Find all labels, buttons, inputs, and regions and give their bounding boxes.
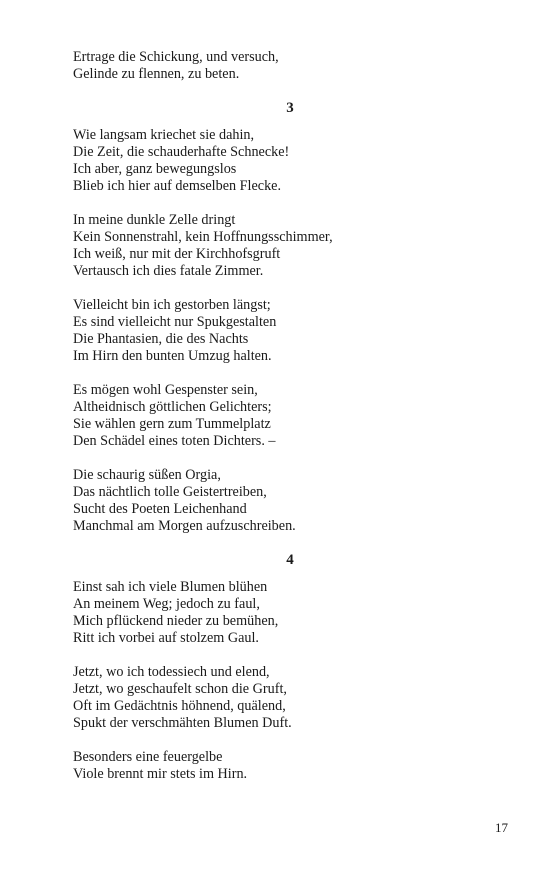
stanza bbox=[73, 579, 513, 647]
verse-line: Blieb ich hier auf demselben Flecke. bbox=[73, 178, 282, 194]
verse-line: Vertausch ich dies fatale Zimmer. bbox=[73, 263, 264, 279]
verse-line: Ritt ich vorbei auf stolzem Gaul. bbox=[73, 630, 259, 646]
verse-line: Ich aber, ganz bewegungslos bbox=[73, 161, 237, 177]
page-number: 17 bbox=[495, 820, 508, 835]
verse-line: Kein Sonnenstrahl, kein Hoffnungsschimmer, bbox=[73, 229, 333, 245]
verse-line: Jetzt, wo geschaufelt schon die Gruft, bbox=[73, 681, 287, 697]
verse-line: Manchmal am Morgen aufzuschreiben. bbox=[73, 518, 296, 534]
verse-line: Ich weiß, nur mit der Kirchhofsgruft bbox=[73, 246, 281, 262]
verse-line: Die schaurig süßen Orgia, bbox=[73, 467, 221, 483]
verse-line: Wie langsam kriechet sie dahin, bbox=[73, 127, 255, 143]
verse-line: Ertrage die Schickung, und versuch, bbox=[73, 49, 279, 65]
verse-line: Altheidnisch göttlichen Gelichters; bbox=[73, 399, 272, 415]
verse-line: Oft im Gedächtnis höhnend, quälend, bbox=[73, 698, 286, 714]
section-number: 3 bbox=[286, 100, 294, 116]
verse-line: Es sind vielleicht nur Spukgestalten bbox=[73, 314, 277, 330]
verse-line: Die Zeit, die schauderhafte Schnecke! bbox=[73, 144, 290, 160]
verse-line: In meine dunkle Zelle dringt bbox=[73, 212, 236, 228]
verse-line: Vielleicht bin ich gestorben längst; bbox=[73, 297, 271, 313]
verse-line: Jetzt, wo ich todessiech und elend, bbox=[73, 664, 270, 680]
verse-line: An meinem Weg; jedoch zu faul, bbox=[73, 596, 260, 612]
verse-line: Es mögen wohl Gespenster sein, bbox=[73, 382, 258, 398]
stanza bbox=[73, 127, 513, 195]
verse-line: Die Phantasien, die des Nachts bbox=[73, 331, 249, 347]
stanza bbox=[73, 467, 513, 535]
stanza bbox=[73, 664, 513, 732]
stanza bbox=[73, 49, 513, 83]
verse-line: Sucht des Poeten Leichenhand bbox=[73, 501, 247, 517]
verse-line: Viole brennt mir stets im Hirn. bbox=[73, 766, 248, 782]
stanza bbox=[73, 212, 513, 280]
stanza bbox=[73, 382, 513, 450]
verse-line: Sie wählen gern zum Tummelplatz bbox=[73, 416, 271, 432]
poem-page bbox=[73, 49, 513, 800]
section-number: 4 bbox=[286, 552, 294, 568]
stanza bbox=[73, 749, 513, 783]
verse-line: Spukt der verschmähten Blumen Duft. bbox=[73, 715, 292, 731]
verse-line: Das nächtlich tolle Geistertreiben, bbox=[73, 484, 267, 500]
verse-line: Gelinde zu flennen, zu beten. bbox=[73, 66, 240, 82]
verse-line: Einst sah ich viele Blumen blühen bbox=[73, 579, 268, 595]
stanza bbox=[73, 297, 513, 365]
verse-line: Besonders eine feuergelbe bbox=[73, 749, 223, 765]
verse-line: Im Hirn den bunten Umzug halten. bbox=[73, 348, 272, 364]
verse-line: Mich pflückend nieder zu bemühen, bbox=[73, 613, 279, 629]
verse-line: Den Schädel eines toten Dichters. – bbox=[73, 433, 276, 449]
